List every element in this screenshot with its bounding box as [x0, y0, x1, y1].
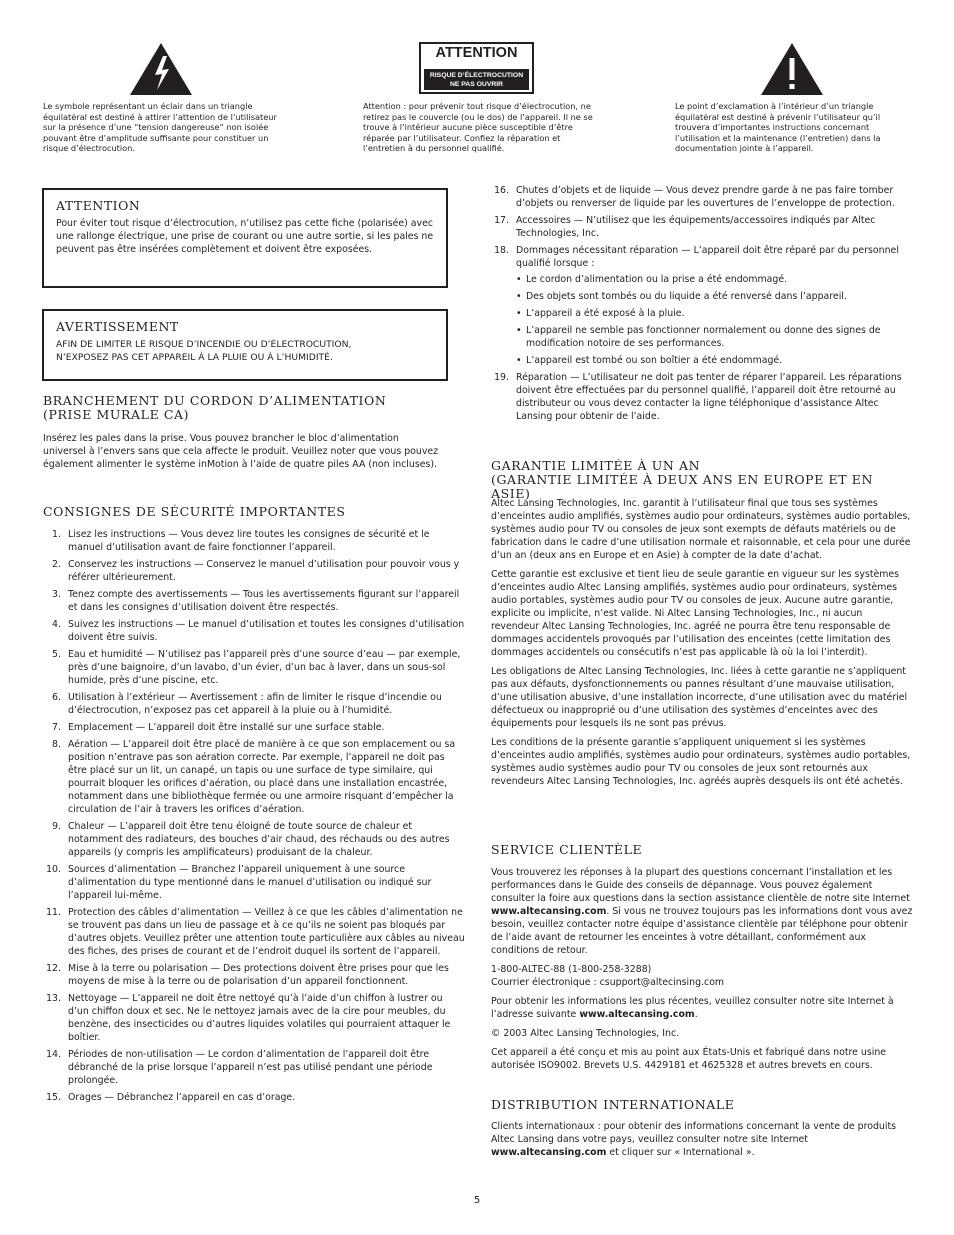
warranty-heading — [491, 459, 911, 501]
list-item-number: 18. — [494, 245, 509, 256]
bullet-text: L’appareil ne semble pas fonctionner normalement ou donne des signes de modification notoire de ses performances. — [526, 325, 881, 349]
list-item — [43, 906, 465, 958]
warning-box-title: AVERTISSEMENT — [56, 319, 179, 334]
safety-list-continued — [491, 184, 911, 427]
list-item-text: Utilisation à l’extérieur — Avertissement : afin de limiter le risque d’incendie ou d’électrocution, n’exposez pas cet appareil à la pluie ou à l’humidité. — [68, 692, 442, 716]
list-item — [43, 738, 465, 816]
list-item-number: 1. — [52, 529, 61, 540]
list-item-text: Protection des câbles d’alimentation — Veillez à ce que les câbles d’alimentation ne se trouvent pas dans un lieu de passage et à ce qu’ils ne soient pas bloqués par d’autres objets. Veuillez prêter une attention toute particulière aux câbles au niveau des fiches, des prises de courant et de l’endroit duquel ils sortent de l’appareil. — [68, 907, 465, 957]
service-heading: SERVICE CLIENTÈLE — [491, 842, 643, 857]
power-cord-heading-line1: BRANCHEMENT DU CORDON D’ALIMENTATION — [43, 393, 387, 408]
bullet-glyph: • — [516, 274, 522, 285]
list-item-text: Chutes d’objets et de liquide — Vous devez prendre garde à ne pas faire tomber d’objets ou renverser de liquide par les ouvertures de l’enveloppe de protection. — [516, 185, 895, 209]
list-item-number: 7. — [52, 722, 61, 733]
list-item-number: 12. — [46, 963, 61, 974]
power-cord-text: Insérez les pales dans la prise. Vous pouvez brancher le bloc d’alimentation universel à l’envers sans que cela affecte le produit. Veuillez noter que vous pouvez également alimenter le système inMotion à l’aide de quatre piles AA (non incluses). — [43, 433, 439, 470]
service-text-part: . — [694, 1009, 698, 1020]
warranty-paragraph: Cette garantie est exclusive et tient lieu de seule garantie en vigueur sur les systèmes d’enceintes audio Altec Lansing amplifiés, systèmes audio pour ordinateurs, systèmes audio portables, systèmes audio pour TV ou consoles de jeux. Aucune autre garantie, explicite ou implicite, n’est valide. Ni Altec Lansing Technologies, Inc., ni aucun revendeur Altec Lansing Technologies, Inc. agréé ne pourra être tenu responsable de dommages accidentels provoqués par l’utilisation des enceintes (cette limitation des dommages accidentels ou consécutifs n’est pas applicable là où la loi l’interdit). — [491, 569, 900, 658]
warning-box-line2: N’EXPOSEZ PAS CET APPAREIL À LA PLUIE OU À L’HUMIDITÉ. — [56, 352, 333, 363]
damage-bullet-list — [516, 273, 911, 367]
list-item — [43, 691, 465, 717]
distribution-text — [491, 1120, 903, 1159]
list-item-number: 16. — [494, 185, 509, 196]
bullet-item — [516, 273, 911, 286]
distribution-heading: DISTRIBUTION INTERNATIONALE — [491, 1097, 735, 1112]
attention-label-line2: NE PAS OUVRIR — [449, 81, 504, 88]
list-item — [491, 371, 911, 423]
bullet-text: L’appareil est tombé ou son boîtier a été endommagé. — [526, 355, 783, 366]
warning-box-line1: AFIN DE LIMITER LE RISQUE D’INCENDIE OU D’ÉLECTROCUTION, — [56, 339, 352, 350]
bullet-text: L’appareil a été exposé à la pluie. — [526, 308, 685, 319]
list-item-text: Nettoyage — L’appareil ne doit être nettoyé qu’à l’aide d’un chiffon à lustrer ou d’un chiffon doux et sec. Ne le nettoyez jamais avec de la cire pour meubles, du benzène, des insecticides ou d’autres liquides volatiles qui pourraient attaquer le boîtier. — [68, 993, 451, 1043]
list-item-text: Accessoires — N’utilisez que les équipements/accessoires indiqués par Altec Technologies, Inc. — [516, 215, 876, 239]
list-item-text: Lisez les instructions — Vous devez lire toutes les consignes de sécurité et le manuel d’utilisation avant de faire fonctionner l’appareil. — [68, 529, 430, 553]
page-number: 5 — [473, 1195, 481, 1206]
power-cord-heading — [43, 394, 453, 422]
list-item — [43, 992, 465, 1044]
list-item-number: 11. — [46, 907, 61, 918]
attention-label-bar — [424, 69, 529, 90]
service-paragraph — [491, 866, 913, 957]
list-item-number: 15. — [46, 1092, 61, 1103]
exclamation-warning-symbol — [760, 42, 824, 96]
list-item-text: Conservez les instructions — Conservez le manuel d’utilisation pour pouvoir vous y référer ultérieurement. — [68, 559, 460, 583]
list-item — [43, 863, 465, 902]
lightning-symbol-caption: Le symbole représentant un éclair dans un triangle équilatéral est destiné à attirer l’attention de l’utilisateur sur la présence d’une “tension dangereuse” non isolée pouvant être d’amplitude suffisante pour constituer un risque d’électrocution. — [43, 101, 277, 154]
list-item-number: 8. — [52, 739, 61, 750]
list-item-text: Tenez compte des avertissements — Tous les avertissements figurant sur l’appareil et dans les consignes d’utilisation doivent être respectés. — [68, 589, 460, 613]
list-item-number: 2. — [52, 559, 61, 570]
bullet-text: Le cordon d’alimentation ou la prise a été endommagé. — [526, 274, 788, 285]
list-item-number: 9. — [52, 821, 61, 832]
website-link[interactable]: www.altecansing.com — [579, 1009, 695, 1020]
exclamation-triangle-icon — [760, 42, 824, 96]
exclamation-symbol-caption: Le point d’exclamation à l’intérieur d’un triangle équilatéral est destiné à prévenir l’utilisateur qu’il trouvera d’importantes instructions concernant l’utilisation et la maintenance (l’entretien) dans la documentation jointe à l’appareil. — [675, 101, 881, 154]
attention-box — [42, 188, 448, 288]
list-item — [43, 588, 465, 614]
distribution-text-part: et cliquer sur « International ». — [606, 1147, 755, 1158]
list-item-text: Réparation — L’utilisateur ne doit pas tenter de réparer l’appareil. Les réparations doivent être effectuées par du personnel qualifié, l’appareil doit être retourné au distributeur ou vous devez contacter la ligne téléphonique d’assistance Altec Lansing pour obtenir de l’aide. — [516, 372, 902, 422]
safety-list-cont — [491, 184, 911, 423]
list-item — [491, 244, 911, 367]
warranty-heading-line1: GARANTIE LIMITÉE À UN AN — [491, 458, 701, 473]
list-item-number: 17. — [494, 215, 509, 226]
warranty-text — [491, 497, 913, 794]
list-item-text: Mise à la terre ou polarisation — Des protections doivent être prises pour que les moyens de mise à la terre ou de polarisation d’un appareil fonctionnent. — [68, 963, 449, 987]
attention-label — [419, 42, 534, 94]
attention-box-title: ATTENTION — [56, 198, 141, 213]
warranty-paragraph: Les obligations de Altec Lansing Technologies, Inc. liées à cette garantie ne s’appliquent pas aux défauts, dysfonctionnements ou pannes résultant d’une mauvaise utilisation, d’une utilisation abusive, d’une installation incorrecte, d’une utilisation avec du matériel défectueux ou inapproprié ou d’une utilisation des systèmes d’enceintes avec des équipements pour lesquels ils ne sont pas prévus. — [491, 666, 908, 729]
list-item-text: Périodes de non-utilisation — Le cordon d’alimentation de l’appareil doit être débranché de la prise lorsque l’appareil n’est pas utilisé pendant une période prolongée. — [68, 1049, 433, 1086]
list-item-number: 13. — [46, 993, 61, 1004]
list-item — [43, 648, 465, 687]
bullet-glyph: • — [516, 325, 522, 336]
attention-label-title: ATTENTION — [435, 45, 518, 61]
list-item — [43, 558, 465, 584]
power-cord-heading-line2: (PRISE MURALE CA) — [43, 407, 190, 422]
service-text — [491, 866, 913, 1078]
bullet-item — [516, 324, 911, 350]
lightning-bolt-triangle-icon — [129, 42, 193, 96]
list-item — [43, 1091, 465, 1104]
warning-box — [42, 309, 448, 381]
list-item-text: Emplacement — L’appareil doit être installé sur une surface stable. — [68, 722, 385, 733]
list-item-number: 19. — [494, 372, 509, 383]
list-item-text: Eau et humidité — N’utilisez pas l’appareil près d’une source d’eau — par exemple, près d’une baignoire, d’un lavabo, d’un évier, d’un bac à laver, dans un sous-sol humide, près d’une piscine, etc. — [68, 649, 461, 686]
list-item-number: 4. — [52, 619, 61, 630]
attention-label-caption: Attention : pour prévenir tout risque d’électrocution, ne retirez pas le couvercle (ou le dos) de l’appareil. Il ne se trouve à l’intérieur aucune pièce susceptible d’être réparée par l’utilisateur. Confiez la réparation et l’entretien à du personnel qualifié. — [363, 101, 593, 154]
list-item-text: Dommages nécessitant réparation — L’appareil doit être réparé par du personnel qualifié lorsque : — [516, 245, 899, 269]
service-text-part: Vous trouverez les réponses à la plupart des questions concernant l’installation et les performances dans le Guide des conseils de dépannage. Vous pouvez également consulter la foire aux questions dans la section assistance clientèle de notre site Internet — [491, 867, 910, 904]
bullet-item — [516, 354, 911, 367]
list-item-text: Aération — L’appareil doit être placé de manière à ce que son emplacement ou sa position n’entrave pas son aération correcte. Par exemple, l’appareil ne doit pas être placé sur un lit, un canapé, un tapis ou une surface de type similaire, qui pourrait bloquer les orifices d’aération, ou placé dans une installation encastrée, notamment dans une bibliothèque fermée ou une armoire risquant d’empêcher la circulation de l’air à travers les orifices d’aération. — [68, 739, 456, 815]
support-phone: 1-800-ALTEC-88 (1-800-258-3288) — [491, 964, 652, 975]
warranty-paragraph: Les conditions de la présente garantie s’appliquent uniquement si les systèmes d’enceintes audio amplifiés, systèmes audio pour ordinateurs, systèmes audio portables, systèmes audio systèmes audio pour TV ou consoles de jeux sont retournés aux revendeurs Altec Lansing Technologies, Inc. agréés auprès desquels ils ont été achetés. — [491, 737, 911, 787]
safety-heading: CONSIGNES DE SÉCURITÉ IMPORTANTES — [43, 504, 346, 519]
bullet-text: Des objets sont tombés ou du liquide a été renversé dans l’appareil. — [526, 291, 847, 302]
service-paragraph: Cet appareil a été conçu et mis au point aux États-Unis et fabriqué dans notre usine autorisée ISO9002. Brevets U.S. 4429181 et 4625328 et autres brevets en cours. — [491, 1047, 887, 1071]
list-item-text: Sources d’alimentation — Branchez l’appareil uniquement à une source d’alimentation du type mentionné dans le manuel d’utilisation ou indiqué sur l’appareil lui-même. — [68, 864, 432, 901]
service-text-part: Pour obtenir les informations les plus récentes, veuillez consulter notre site Internet à l’adresse suivante — [491, 996, 894, 1020]
bullet-glyph: • — [516, 291, 522, 302]
list-item-text: Chaleur — L’appareil doit être tenu éloigné de toute source de chaleur et notamment des radiateurs, des bouches d’air chaud, des réchauds ou des autres appareils (y compris les amplificateurs) produisant de la chaleur. — [68, 821, 450, 858]
list-item — [43, 962, 465, 988]
bullet-glyph: • — [516, 308, 522, 319]
list-item — [43, 528, 465, 554]
list-item-number: 14. — [46, 1049, 61, 1060]
list-item-text: Suivez les instructions — Le manuel d’utilisation et toutes les consignes d’utilisation doivent être suivis. — [68, 619, 465, 643]
list-item — [491, 214, 911, 240]
list-item — [43, 721, 465, 734]
list-item-number: 6. — [52, 692, 61, 703]
list-item-number: 5. — [52, 649, 61, 660]
service-paragraph — [491, 995, 913, 1021]
website-link[interactable]: www.altecansing.com — [491, 906, 607, 917]
safety-list — [43, 528, 465, 1108]
list-item — [43, 1048, 465, 1087]
warranty-heading-line2: (GARANTIE LIMITÉE À DEUX ANS EN EUROPE ET EN ASIE) — [491, 472, 873, 501]
list-item — [43, 820, 465, 859]
website-link[interactable]: www.altecansing.com — [491, 1147, 607, 1158]
warranty-paragraph: Altec Lansing Technologies, Inc. garantit à l’utilisateur final que tous ses systèmes d’enceintes audio amplifiés, systèmes audio pour ordinateurs, systèmes audio portables, systèmes audio pour TV ou consoles de jeux sont exempts de défauts matériels ou de fabrication dans le cadre d’une utilisation normale et raisonnable, et cela pour une durée d’un an (deux ans en Europe et en Asie) à compter de la date d’achat. — [491, 498, 911, 561]
distribution-text-part: Clients internationaux : pour obtenir des informations concernant la vente de produits Altec Lansing dans votre pays, veuillez consulter notre site Internet — [491, 1121, 897, 1145]
list-item-text: Orages — Débranchez l’appareil en cas d’orage. — [68, 1092, 296, 1103]
support-email: Courrier électronique : csupport@altecinsing.com — [491, 977, 725, 988]
bullet-item — [516, 290, 911, 303]
bullet-glyph: • — [516, 355, 522, 366]
warning-box-text — [56, 338, 434, 364]
list-item — [491, 184, 911, 210]
list-item-number: 10. — [46, 864, 61, 875]
bullet-item — [516, 307, 911, 320]
copyright: © 2003 Altec Lansing Technologies, Inc. — [491, 1028, 680, 1039]
list-item — [43, 618, 465, 644]
lightning-warning-symbol — [129, 42, 193, 96]
service-text-part: . Si vous ne trouvez toujours pas les informations dont vous avez besoin, veuillez contacter notre équipe d’assistance clientèle par téléphone pour obtenir de l’aide avant de retourner les enceintes à votre détaillant, conformément aux conditions de retour. — [491, 906, 913, 956]
attention-label-line1: RISQUE D’ÉLECTROCUTION — [429, 72, 524, 79]
attention-box-text: Pour éviter tout risque d’électrocution, n’utilisez pas cette fiche (polarisée) avec une rallonge électrique, une prise de courant ou une autre sortie, si les pales ne peuvent pas être insérées complètement et doivent être exposées. — [56, 218, 434, 255]
list-item-number: 3. — [52, 589, 61, 600]
